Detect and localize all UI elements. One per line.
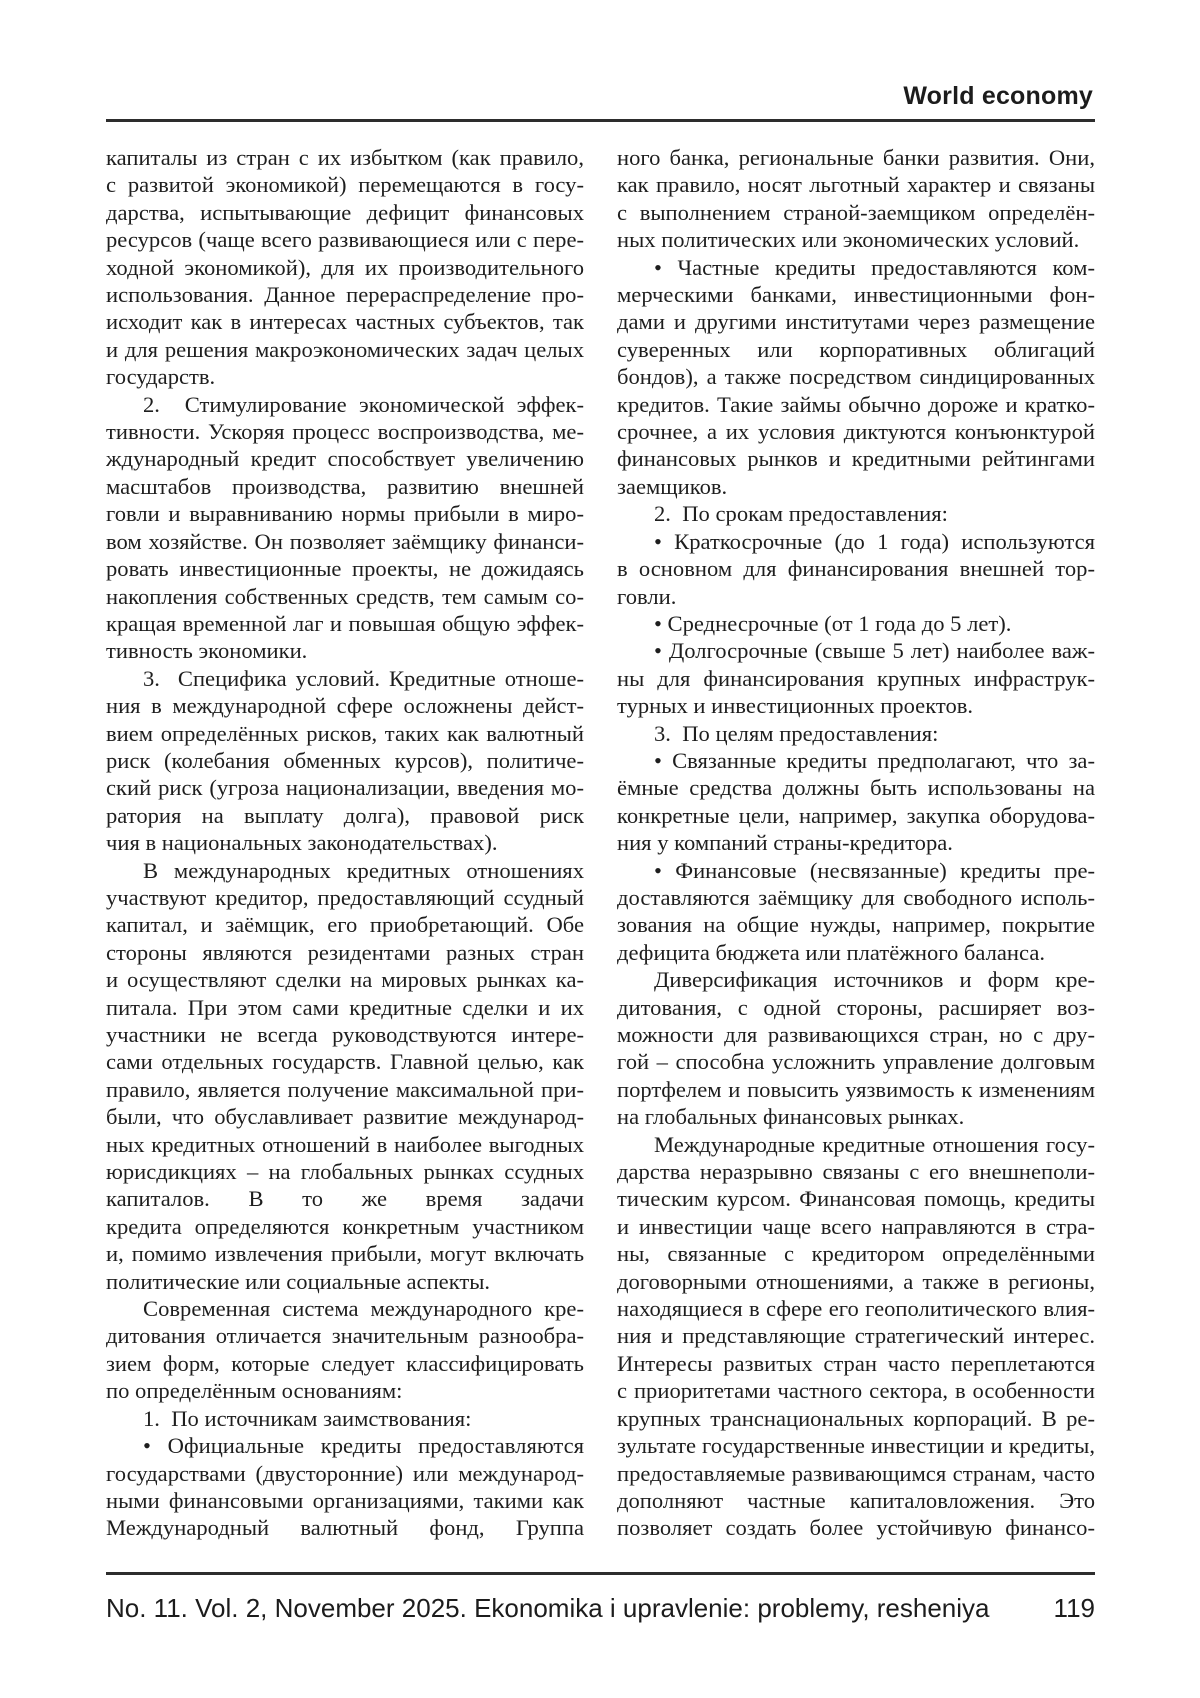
text-line: можности для развивающихся стран, но с дру- [617,1022,1095,1047]
text-line: ходной экономикой), для их производительного [106,254,584,280]
text-line: Диверсификация источников и форм кре- [654,967,1095,993]
text-line: ния в международной сфере осложнены дейст- [106,693,584,719]
text-line: 3. По целям предоставления: [654,720,939,746]
text-line: финансовых рынков и кредитными рейтингами [617,446,1095,472]
text-line: участники не всегда руководствуются интере- [106,1022,584,1047]
text-line: зием форм, которые следует классифицировать [106,1350,584,1376]
text-line: ния у компаний страны-кредитора. [617,830,953,856]
text-line: Международные кредитные отношения госу- [654,1131,1095,1157]
text-line: крупных транснациональных корпораций. В ре- [617,1405,1095,1431]
text-line: и для решения макроэкономических задач целых [106,336,584,362]
journal-reference: No. 11. Vol. 2, November 2025. Ekonomika i upravlenie: problemy, resheniya [106,1593,990,1623]
text-line: риск (колебания обменных курсов), политиче- [106,747,584,773]
page-number: 119 [1053,1593,1095,1623]
text-line: ратория на выплату долга), правовой риск [106,802,584,828]
text-line: • Долгосрочные (свыше 5 лет) наиболее важ- [654,638,1095,664]
text-line: говли и выравниванию нормы прибыли в миро- [106,501,584,527]
text-line: правило, является получение максимальной при- [106,1076,584,1102]
text-line: предоставляемые развивающимся странам, часто [617,1460,1095,1486]
text-line: ных кредитных отношений в наиболее выгодных [106,1131,584,1157]
text-line: • Краткосрочные (до 1 года) используются [654,528,1095,554]
text-line: Интересы развитых стран часто переплетаются [617,1350,1095,1376]
text-line: ны для финансирования крупных инфраструк- [617,665,1095,691]
text-line: говли. [617,583,677,609]
text-line: питала. При этом сами кредитные сделки и их [106,994,584,1020]
text-line: зования на общие нужды, например, покрытие [617,912,1095,938]
header-rule [106,119,1095,122]
text-line: ждународный кредит способствует увеличению [106,446,584,472]
text-line: Международный валютный фонд, Группа [106,1515,584,1541]
text-line: Современная система международного кре- [143,1296,584,1322]
text-line: находящиеся в сфере его геополитического влия- [617,1296,1095,1322]
footer-rule [106,1572,1095,1575]
text-line: участвуют кредитор, предоставляющий ссудный [106,884,584,910]
text-line: накопления собственных средств, тем самым со- [106,583,584,609]
text-line: портфелем и повысить уязвимость к изменениям [617,1076,1095,1102]
text-line: ский риск (угроза национализации, введения мо- [106,775,584,801]
text-line: сами отдельных государств. Главной целью, как [106,1049,584,1075]
text-line: государствами (двусторонние) или международ- [106,1460,584,1486]
text-line: и, помимо извлечения прибыли, могут включать [106,1241,584,1267]
text-line: суверенных или корпоративных облигаций [617,336,1095,362]
text-line: дами и другими институтами через размещение [617,309,1095,335]
text-line: 2. Стимулирование экономической эффек- [143,391,584,417]
text-line: ными финансовыми организациями, такими как [106,1487,584,1513]
text-line: капиталов. В то же время задачи [106,1186,584,1212]
text-line: гой – способна усложнить управление долговым [617,1049,1095,1075]
text-line: вом хозяйстве. Он позволяет заёмщику финанси- [106,528,584,554]
text-line: с развитой экономикой) перемещаются в госу- [106,172,584,198]
text-line: • Официальные кредиты предоставляются [143,1433,584,1459]
running-head-section-title: World economy [903,82,1093,110]
text-line: • Частные кредиты предоставляются ком- [654,254,1095,280]
text-line: тивности. Ускоряя процесс воспроизводства, ме- [106,419,584,445]
text-line: ны, связанные с кредитором определёнными [617,1241,1095,1267]
text-line: дарства неразрывно связаны с его внешнеполи- [617,1159,1095,1185]
text-line: с выполнением страной-заемщиком определён- [617,199,1095,225]
text-line: и инвестиции чаще всего направляются в стра- [617,1213,1095,1239]
text-line: и осуществляют сделки на мировых рынках ка- [106,967,584,993]
text-line: позволяет создать более устойчивую финансо- [617,1515,1095,1541]
text-line: были, что обуславливает развитие международ- [106,1104,584,1130]
text-line: срочнее, а их условия диктуются конъюнктурой [617,419,1095,445]
text-line: • Среднесрочные (от 1 года до 5 лет). [654,610,1012,636]
text-line: по определённым основаниям: [106,1378,403,1404]
text-line: с приоритетами частного сектора, в особенности [617,1378,1095,1404]
text-line: дитования отличается значительным разнообра- [106,1323,584,1349]
text-line: как правило, носят льготный характер и связаны [617,172,1095,198]
text-line: ных политических или экономических условий. [617,227,1080,253]
text-line: ния и представляющие стратегический интерес. [617,1323,1095,1349]
text-line: ного банка, региональные банки развития. Они, [617,145,1095,170]
text-line: мерческими банками, инвестиционными фон- [617,282,1095,308]
text-line: ресурсов (чаще всего развивающиеся или с пере- [106,227,584,253]
text-line: стороны являются резидентами разных стран [106,939,584,965]
text-line: • Связанные кредиты предполагают, что за- [654,747,1095,773]
text-line: кредита определяются конкретным участником [106,1213,584,1239]
text-line: договорными отношениями, а также в регионы, [617,1268,1095,1294]
text-line: вием определённых рисков, таких как валютный [106,720,584,746]
text-line: 1. По источникам заимствования: [143,1405,472,1431]
text-line: государств. [106,364,216,390]
text-line: кращая временной лаг и повышая общую эффек- [106,610,584,636]
text-line: • Финансовые (несвязанные) кредиты пре- [654,857,1095,883]
text-line: капиталы из стран с их избытком (как правило, [106,145,584,170]
text-line: тическим курсом. Финансовая помощь, кредиты [617,1186,1095,1212]
text-line: дополняют частные капиталовложения. Это [617,1487,1095,1513]
text-column-right [617,144,1095,1542]
text-line: тивность экономики. [106,638,308,664]
text-line: масштабов производства, развитию внешней [106,473,584,499]
text-line: доставляются заёмщику для свободного исполь- [617,884,1095,910]
text-line: конкретные цели, например, закупка оборудова- [617,802,1095,828]
journal-footer [106,1593,1095,1623]
text-line: чия в национальных законодательствах). [106,830,498,856]
text-line: дефицита бюджета или платёжного баланса. [617,939,1045,965]
text-line: в основном для финансирования внешней тор- [617,556,1095,582]
text-column-left [106,144,584,1542]
text-line: исходит как в интересах частных субъектов, так [106,309,584,335]
text-line: дитования, с одной стороны, расширяет воз- [617,994,1095,1020]
text-line: 2. По срокам предоставления: [654,501,948,527]
text-line: 3. Специфика условий. Кредитные отноше- [143,665,584,691]
text-line: кредитов. Такие займы обычно дороже и кратко- [617,391,1095,417]
text-line: заемщиков. [617,473,728,499]
text-line: на глобальных финансовых рынках. [617,1104,965,1130]
text-line: В международных кредитных отношениях [143,857,584,883]
text-line: турных и инвестиционных проектов. [617,693,974,719]
text-line: зультате государственные инвестиции и кредиты, [617,1433,1095,1459]
text-line: использования. Данное перераспределение про- [106,282,584,308]
text-line: ёмные средства должны быть использованы на [617,775,1095,801]
text-line: бондов), а также посредством синдицированных [617,364,1095,390]
text-line: юрисдикциях – на глобальных рынках ссудных [106,1159,584,1185]
text-line: ровать инвестиционные проекты, не дожидаясь [106,556,584,582]
text-line: капитал, и заёмщик, его приобретающий. Обе [106,912,584,938]
text-line: дарства, испытывающие дефицит финансовых [106,199,584,225]
text-line: политические или социальные аспекты. [106,1268,491,1294]
